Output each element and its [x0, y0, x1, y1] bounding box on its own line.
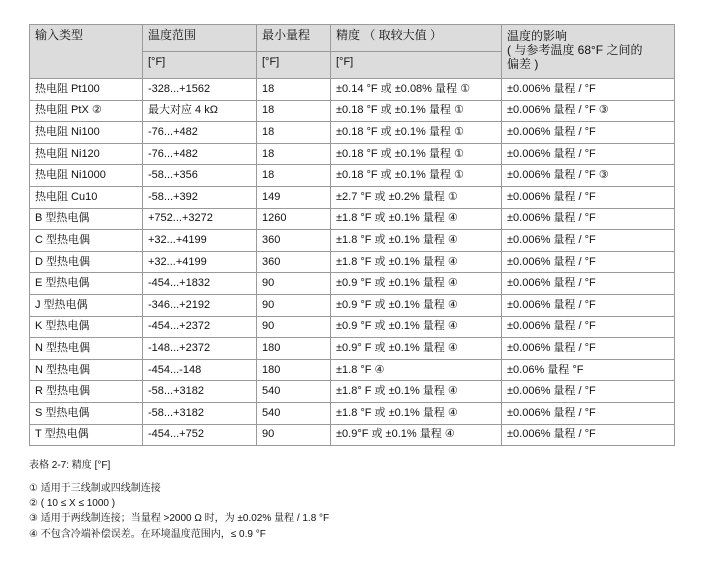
footnote-2: ② ( 10 ≤ X ≤ 1000 ) [29, 498, 116, 510]
cell-input-type: 热电阻 Cu10 [30, 186, 143, 208]
cell-temp-influence: ±0.006% 量程 / °F [502, 230, 675, 252]
cell-min-span: 18 [257, 165, 331, 187]
cell-min-span: 180 [257, 338, 331, 360]
cell-accuracy: ±0.9 °F 或 ±0.1% 量程 ④ [331, 316, 502, 338]
unit-min-span: [°F] [257, 52, 331, 79]
cell-temp-range: -58...+3182 [143, 381, 257, 403]
cell-input-type: C 型热电偶 [30, 230, 143, 252]
cell-accuracy: ±1.8° F 或 ±0.1% 量程 ④ [331, 381, 502, 403]
cell-min-span: 360 [257, 251, 331, 273]
cell-input-type: N 型热电偶 [30, 359, 143, 381]
cell-accuracy: ±0.9 °F 或 ±0.1% 量程 ④ [331, 294, 502, 316]
table-row [30, 186, 675, 208]
cell-temp-range: -58...+392 [143, 186, 257, 208]
cell-temp-influence: ±0.006% 量程 / °F [502, 402, 675, 424]
cell-input-type: 热电阻 PtX ② [30, 100, 143, 122]
cell-temp-influence: ±0.006% 量程 / °F ③ [502, 165, 675, 187]
header-min-span: 最小量程 [257, 25, 331, 52]
cell-input-type: S 型热电偶 [30, 402, 143, 424]
cell-accuracy: ±0.9°F 或 ±0.1% 量程 ④ [331, 424, 502, 446]
table-row [30, 100, 675, 122]
cell-temp-influence: ±0.006% 量程 / °F [502, 122, 675, 144]
table-row [30, 338, 675, 360]
cell-min-span: 540 [257, 381, 331, 403]
cell-min-span: 540 [257, 402, 331, 424]
cell-temp-influence: ±0.006% 量程 / °F [502, 424, 675, 446]
cell-temp-influence: ±0.006% 量程 / °F [502, 381, 675, 403]
cell-input-type: D 型热电偶 [30, 251, 143, 273]
cell-temp-influence: ±0.006% 量程 / °F [502, 79, 675, 101]
cell-accuracy: ±1.8 °F ④ [331, 359, 502, 381]
table-row [30, 230, 675, 252]
cell-input-type: T 型热电偶 [30, 424, 143, 446]
cell-min-span: 360 [257, 230, 331, 252]
table-row [30, 251, 675, 273]
cell-min-span: 90 [257, 294, 331, 316]
cell-min-span: 180 [257, 359, 331, 381]
cell-min-span: 90 [257, 316, 331, 338]
unit-temp-range: [°F] [143, 52, 257, 79]
cell-min-span: 18 [257, 79, 331, 101]
accuracy-table-container [29, 24, 674, 446]
table-row [30, 316, 675, 338]
cell-temp-range: +752...+3272 [143, 208, 257, 230]
cell-input-type: 热电阻 Ni100 [30, 122, 143, 144]
table-row [30, 402, 675, 424]
table-row [30, 381, 675, 403]
header-input-type: 输入类型 [30, 25, 143, 79]
cell-temp-influence: ±0.006% 量程 / °F [502, 186, 675, 208]
cell-temp-influence: ±0.006% 量程 / °F [502, 294, 675, 316]
cell-accuracy: ±0.9° F 或 ±0.1% 量程 ④ [331, 338, 502, 360]
cell-min-span: 90 [257, 424, 331, 446]
cell-temp-range: -58...+356 [143, 165, 257, 187]
cell-input-type: 热电阻 Ni120 [30, 143, 143, 165]
cell-temp-range: -454...+2372 [143, 316, 257, 338]
header-temp-influence-line3: 偏差 ) [507, 57, 539, 71]
cell-temp-range: -346...+2192 [143, 294, 257, 316]
cell-temp-range: -454...+1832 [143, 273, 257, 295]
cell-temp-range: -328...+1562 [143, 79, 257, 101]
cell-min-span: 90 [257, 273, 331, 295]
cell-input-type: 热电阻 Ni1000 [30, 165, 143, 187]
cell-temp-range: -76...+482 [143, 122, 257, 144]
cell-accuracy: ±2.7 °F 或 ±0.2% 量程 ① [331, 186, 502, 208]
table-row [30, 424, 675, 446]
cell-accuracy: ±0.14 °F 或 ±0.08% 量程 ① [331, 79, 502, 101]
table-row [30, 359, 675, 381]
header-temp-influence [502, 25, 675, 79]
header-temp-range: 温度范围 [143, 25, 257, 52]
cell-min-span: 18 [257, 100, 331, 122]
table-header-row [30, 25, 675, 52]
cell-temp-influence: ±0.06% 量程 °F [502, 359, 675, 381]
footnote-4: ④ 不包含冷端补偿误差。在环境温度范围内，≤ 0.9 °F [29, 528, 266, 540]
cell-accuracy: ±1.8 °F 或 ±0.1% 量程 ④ [331, 251, 502, 273]
cell-temp-range: +32...+4199 [143, 230, 257, 252]
cell-accuracy: ±0.18 °F 或 ±0.1% 量程 ① [331, 143, 502, 165]
cell-input-type: 热电阻 Pt100 [30, 79, 143, 101]
cell-temp-influence: ±0.006% 量程 / °F [502, 273, 675, 295]
cell-input-type: K 型热电偶 [30, 316, 143, 338]
cell-temp-influence: ±0.006% 量程 / °F [502, 251, 675, 273]
table-caption: 表格 2-7: 精度 [°F] [29, 460, 111, 471]
header-accuracy: 精度 （ 取较大值 ） [331, 25, 502, 52]
cell-accuracy: ±0.18 °F 或 ±0.1% 量程 ① [331, 122, 502, 144]
cell-temp-range: -148...+2372 [143, 338, 257, 360]
table-row [30, 79, 675, 101]
cell-min-span: 18 [257, 122, 331, 144]
header-temp-influence-line1: 温度的影响 [507, 29, 568, 43]
cell-input-type: J 型热电偶 [30, 294, 143, 316]
cell-input-type: R 型热电偶 [30, 381, 143, 403]
cell-input-type: N 型热电偶 [30, 338, 143, 360]
cell-temp-range: -58...+3182 [143, 402, 257, 424]
table-row [30, 208, 675, 230]
table-row [30, 122, 675, 144]
cell-accuracy: ±0.18 °F 或 ±0.1% 量程 ① [331, 165, 502, 187]
cell-accuracy: ±1.8 °F 或 ±0.1% 量程 ④ [331, 402, 502, 424]
cell-temp-influence: ±0.006% 量程 / °F [502, 143, 675, 165]
cell-input-type: B 型热电偶 [30, 208, 143, 230]
cell-temp-influence: ±0.006% 量程 / °F [502, 316, 675, 338]
header-temp-influence-line2: ( 与参考温度 68°F 之间的 [507, 43, 643, 57]
table-row [30, 294, 675, 316]
cell-temp-influence: ±0.006% 量程 / °F [502, 338, 675, 360]
table-row [30, 273, 675, 295]
cell-accuracy: ±1.8 °F 或 ±0.1% 量程 ④ [331, 208, 502, 230]
cell-accuracy: ±0.9 °F 或 ±0.1% 量程 ④ [331, 273, 502, 295]
cell-min-span: 1260 [257, 208, 331, 230]
cell-temp-range: -454...-148 [143, 359, 257, 381]
unit-accuracy: [°F] [331, 52, 502, 79]
accuracy-table [29, 24, 675, 446]
table-row [30, 165, 675, 187]
cell-min-span: 18 [257, 143, 331, 165]
footnotes [29, 481, 329, 542]
cell-input-type: E 型热电偶 [30, 273, 143, 295]
cell-temp-range: 最大对应 4 kΩ [143, 100, 257, 122]
cell-accuracy: ±0.18 °F 或 ±0.1% 量程 ① [331, 100, 502, 122]
cell-temp-range: -454...+752 [143, 424, 257, 446]
cell-temp-range: -76...+482 [143, 143, 257, 165]
cell-temp-influence: ±0.006% 量程 / °F ③ [502, 100, 675, 122]
footnote-3: ③ 适用于两线制连接；当量程 >2000 Ω 时，为 ±0.02% 量程 / 1.8 °F [29, 513, 330, 525]
cell-temp-influence: ±0.006% 量程 / °F [502, 208, 675, 230]
cell-min-span: 149 [257, 186, 331, 208]
cell-temp-range: +32...+4199 [143, 251, 257, 273]
cell-accuracy: ±1.8 °F 或 ±0.1% 量程 ④ [331, 230, 502, 252]
table-row [30, 143, 675, 165]
footnote-1: ① 适用于三线制或四线制连接 [29, 483, 161, 494]
